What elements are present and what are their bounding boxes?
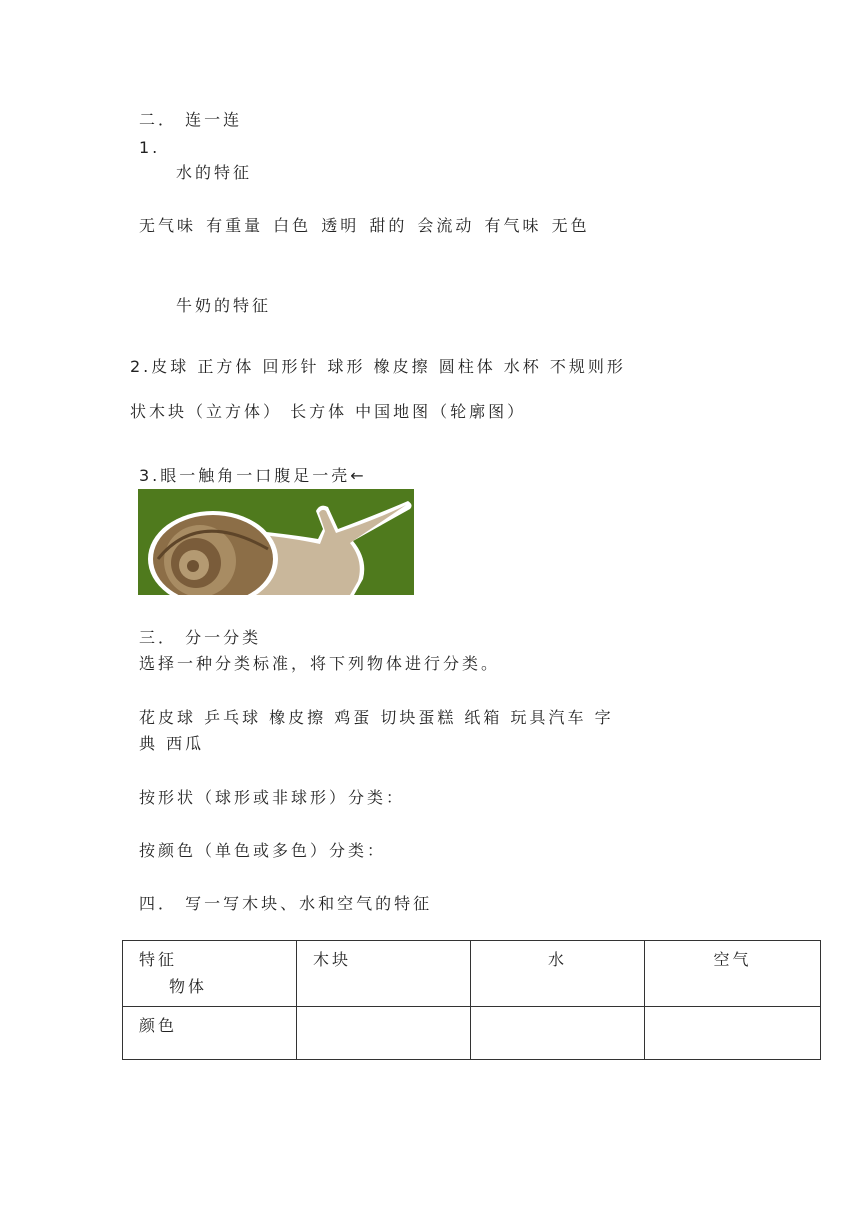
items-line2: 典 西瓜 (139, 734, 205, 753)
column-header-wood: 木块 (297, 941, 471, 1007)
features-table (122, 940, 821, 1060)
question3-snail-parts: 3.眼一触角一口腹足一壳← (139, 466, 367, 485)
row-label-color: 颜色 (123, 1007, 297, 1060)
classify-by-color: 按颜色（单色或多色）分类： (139, 841, 387, 860)
column-header-water: 水 (471, 941, 645, 1007)
cell-water-color[interactable] (471, 1007, 645, 1060)
question1-number: 1. (139, 138, 161, 157)
section2-title: 二． 连一连 (139, 110, 243, 129)
corner-object-label: 物体 (169, 977, 208, 996)
cell-wood-color[interactable] (297, 1007, 471, 1060)
water-features-label: 水的特征 (176, 163, 253, 182)
column-header-air: 空气 (645, 941, 821, 1007)
question2-line2: 状木块（立方体） 长方体 中国地图（轮廓图） (130, 402, 527, 421)
section4-title: 四． 写一写木块、水和空气的特征 (139, 894, 433, 913)
section3-title: 三． 分一分类 (139, 628, 262, 647)
snail-illustration (138, 489, 414, 595)
corner-header-cell (123, 941, 297, 1007)
feature-options: 无气味 有重量 白色 透明 甜的 会流动 有气味 无色 (139, 216, 590, 235)
milk-features-label: 牛奶的特征 (176, 296, 272, 315)
items-line1: 花皮球 乒乓球 橡皮擦 鸡蛋 切块蛋糕 纸箱 玩具汽车 字 (139, 708, 614, 727)
classify-by-shape: 按形状（球形或非球形）分类： (139, 788, 406, 807)
classify-instruction: 选择一种分类标准，将下列物体进行分类。 (139, 654, 501, 673)
cell-air-color[interactable] (645, 1007, 821, 1060)
table-row (123, 1007, 821, 1060)
snail-image (138, 489, 414, 595)
table-header-row (123, 941, 821, 1007)
question2-line1: 2.皮球 正方体 回形针 球形 橡皮擦 圆柱体 水杯 不规则形 (130, 357, 626, 376)
corner-feature-label: 特征 (139, 950, 178, 969)
